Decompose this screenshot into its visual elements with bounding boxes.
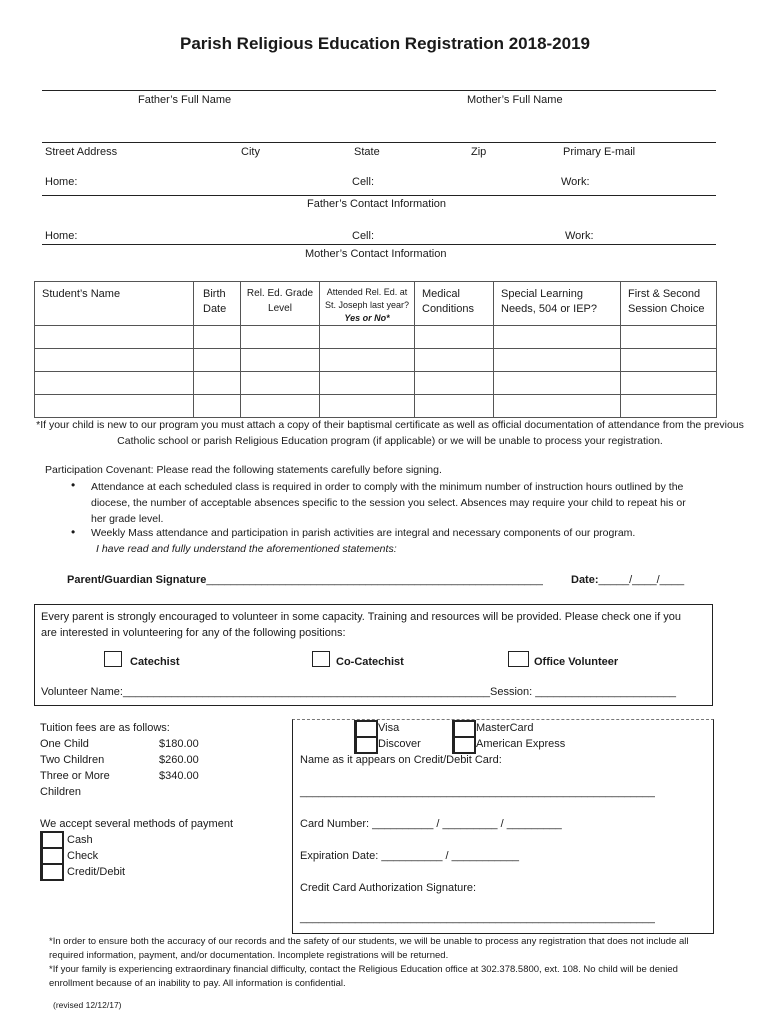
father-home-label[interactable]: Home: (45, 176, 78, 188)
visa-label: Visa (378, 722, 400, 734)
mother-cell-label[interactable]: Cell: (352, 230, 375, 242)
baptism-note: *If your child is new to our program you must attach a copy of their baptismal certificate as well as official documentation of attendance from the previous Catholic school or parish Religious Education program (if applicable) or we will be unable to process your registration. (36, 419, 744, 447)
amex-checkbox[interactable] (452, 736, 476, 754)
father-cell-label[interactable]: Cell: (352, 176, 375, 188)
date-row[interactable] (571, 574, 684, 586)
revised-date: (revised 12/12/17) (53, 1000, 122, 1010)
tuition-row-amount: $340.00 (159, 770, 199, 782)
city-label[interactable]: City (241, 146, 260, 158)
catechist-label: Catechist (130, 656, 180, 668)
credit-debit-checkbox[interactable] (40, 863, 64, 881)
volunteer-name-label: Volunteer Name: (41, 686, 123, 698)
date-label: Date: (571, 574, 599, 586)
tuition-row-amount: $260.00 (159, 754, 199, 766)
table-row[interactable] (35, 326, 717, 349)
expiration-label: Expiration Date: (300, 850, 379, 862)
payment-methods-heading: We accept several methods of payment (40, 818, 234, 830)
mother-contact-caption: Mother’s Contact Information (305, 248, 447, 260)
column-header: Rel. Ed. Grade Level (241, 282, 320, 326)
cash-label: Cash (67, 834, 93, 846)
column-header: Birth Date (194, 282, 241, 326)
table-row[interactable] (35, 395, 717, 418)
catechist-checkbox[interactable] (104, 651, 122, 667)
state-label[interactable]: State (354, 146, 380, 158)
father-work-label[interactable]: Work: (561, 176, 590, 188)
students-table (34, 281, 717, 418)
divider (42, 195, 716, 196)
father-name-label[interactable]: Father’s Full Name (138, 94, 232, 106)
check-label: Check (67, 850, 99, 862)
session-line[interactable]: _______________________ (532, 686, 676, 698)
cardholder-name-line[interactable]: __________________________________________________________ (300, 786, 655, 798)
column-header: Special Learning Needs, 504 or IEP? (494, 282, 621, 326)
office-volunteer-label: Office Volunteer (534, 656, 619, 668)
bullet-icon: • (71, 478, 76, 492)
signature-row[interactable] (67, 574, 543, 586)
discover-checkbox[interactable] (354, 736, 378, 754)
authorization-line[interactable]: __________________________________________________________ (300, 912, 655, 924)
covenant-bullet-1: Attendance at each scheduled class is required in order to comply with the minimum number of instruction hours outlined by the diocese, the number of acceptable absences specific to the session you select. Absences may require your child to repeat his or her grade level. (91, 481, 686, 525)
volunteer-text: Every parent is strongly encouraged to volunteer in some capacity. Training and resources will be provided. Please check one if you are interested in volunteering for any of the following positions: (41, 611, 681, 639)
tuition-row-amount: $180.00 (159, 738, 199, 750)
divider (42, 142, 716, 143)
volunteer-name-line[interactable]: ____________________________________________________________ (122, 686, 490, 698)
column-header: Attended Rel. Ed. at St. Joseph last year? Yes or No* (320, 282, 415, 326)
zip-label[interactable]: Zip (471, 146, 487, 158)
divider (42, 244, 716, 245)
tuition-row-label: Two Children (40, 754, 105, 766)
tuition-heading: Tuition fees are as follows: (40, 722, 170, 734)
expiration-line[interactable]: __________ / ___________ (378, 850, 519, 862)
office-volunteer-checkbox[interactable] (508, 651, 529, 667)
tuition-row-label: One Child (40, 738, 89, 750)
table-row[interactable] (35, 349, 717, 372)
card-number-line[interactable]: __________ / _________ / _________ (369, 818, 562, 830)
co-catechist-label: Co-Catechist (336, 656, 404, 668)
covenant-bullet-2: Weekly Mass attendance and participation in parish activities are integral and necessary components of our program. (91, 527, 636, 539)
card-number-label: Card Number: (300, 818, 370, 830)
column-header: Student’s Name (35, 282, 194, 326)
date-line[interactable]: _____/____/____ (598, 574, 685, 586)
column-header: Medical Conditions (415, 282, 494, 326)
tuition-children-word: Children (40, 786, 81, 798)
table-header-row (35, 282, 717, 326)
mother-home-label[interactable]: Home: (45, 230, 78, 242)
mother-work-label[interactable]: Work: (565, 230, 594, 242)
card-number-row[interactable] (300, 818, 562, 830)
covenant-intro: Participation Covenant: Please read the following statements carefully before signing. (45, 464, 442, 476)
authorization-label: Credit Card Authorization Signature: (300, 882, 477, 894)
footer-note-1: *In order to ensure both the accuracy of our records and the safety of our students, we will be unable to process any registration that does not include all required information, payment, and/or documentation. Incomplete registrations will be returned. (49, 936, 689, 961)
email-label[interactable]: Primary E-mail (563, 146, 636, 158)
table-row[interactable] (35, 372, 717, 395)
expiration-row[interactable] (300, 850, 519, 862)
father-contact-caption: Father’s Contact Information (307, 198, 446, 210)
mother-name-label[interactable]: Mother’s Full Name (467, 94, 563, 106)
column-header: First & Second Session Choice (621, 282, 717, 326)
bullet-icon: • (71, 525, 76, 539)
covenant-affirm: I have read and fully understand the aforementioned statements: (96, 543, 397, 555)
discover-label: Discover (378, 738, 421, 750)
session-label: Session: (490, 686, 533, 698)
cardholder-name-label: Name as it appears on Credit/Debit Card: (300, 754, 502, 766)
street-address-label[interactable]: Street Address (45, 146, 118, 158)
divider (42, 90, 716, 91)
mastercard-label: MasterCard (476, 722, 534, 734)
co-catechist-checkbox[interactable] (312, 651, 330, 667)
volunteer-name-row[interactable] (41, 686, 676, 698)
amex-label: American Express (476, 738, 566, 750)
signature-label: Parent/Guardian Signature (67, 574, 207, 586)
page-title: Parish Religious Education Registration 2018-2019 (179, 34, 591, 53)
signature-line[interactable]: _______________________________________________________ (206, 574, 543, 586)
footer-note-2: *If your family is experiencing extraordinary financial difficulty, contact the Religious Education office at 302.378.5800, ext. 108. No child will be denied enrollment because of an inability to pay. All information is confidential. (49, 964, 678, 989)
tuition-row-label: Three or More (40, 770, 110, 782)
credit-debit-label: Credit/Debit (67, 866, 126, 878)
